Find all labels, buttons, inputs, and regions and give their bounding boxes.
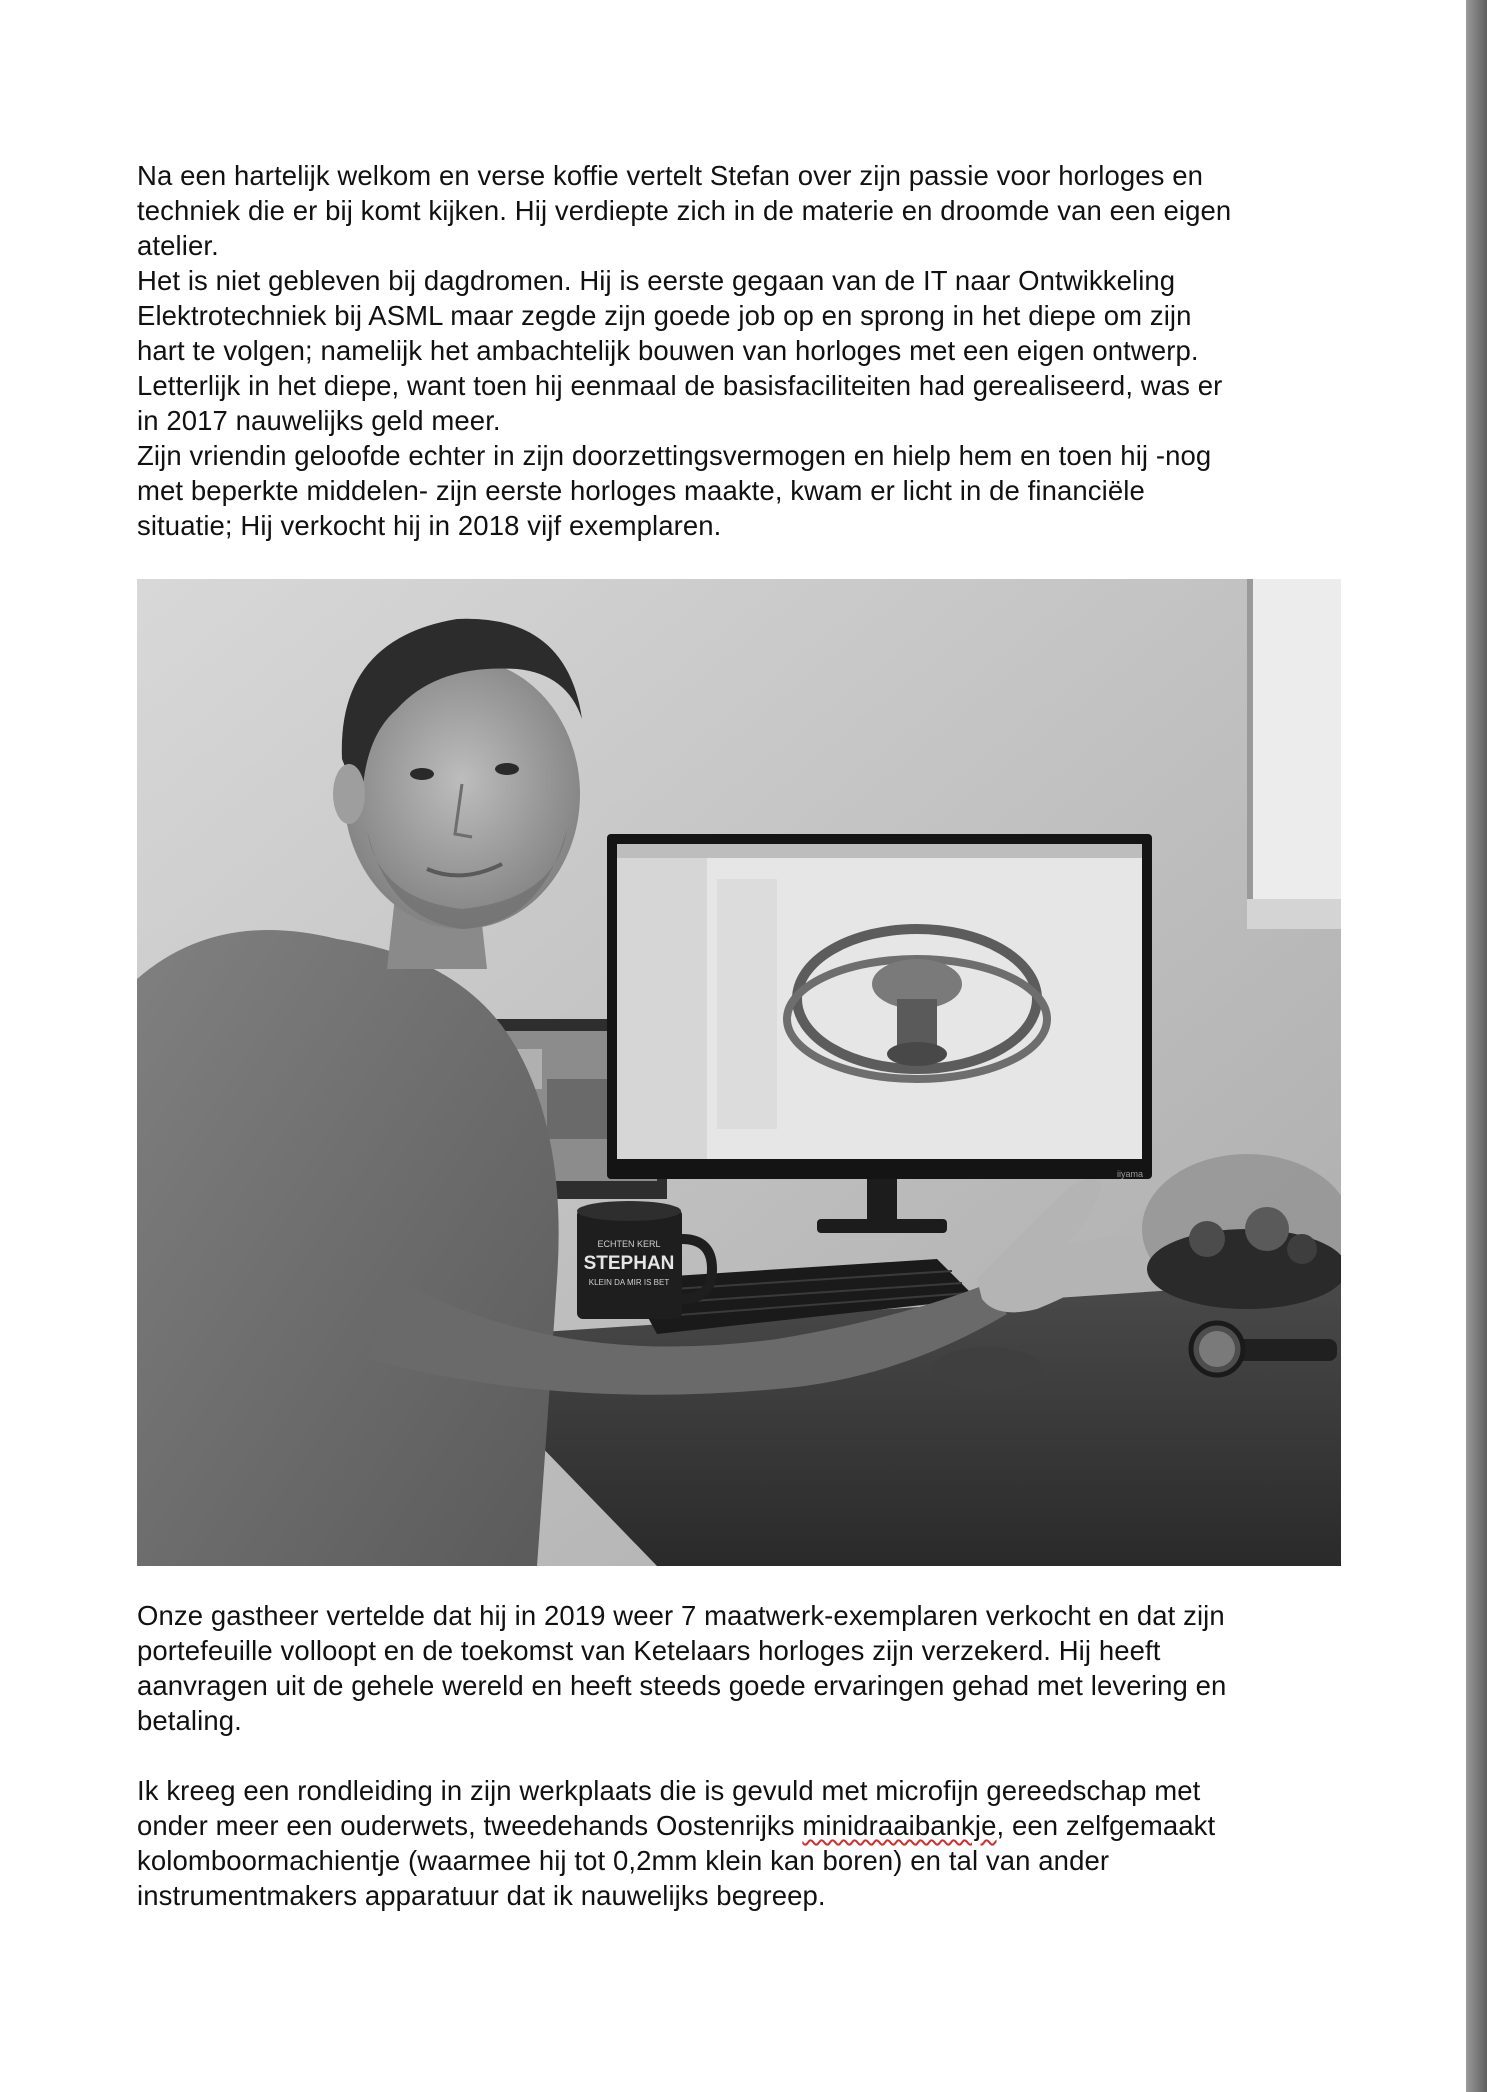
text-line: instrumentmakers apparatuur dat ik nauwelijks begreep.: [137, 1880, 826, 1911]
text-line: techniek die er bij komt kijken. Hij verdiepte zich in de materie en droomde van een eigen: [137, 195, 1232, 226]
mug-text-main: STEPHAN: [583, 1253, 675, 1274]
intro-paragraph: [137, 158, 1347, 543]
text-line: Elektrotechniek bij ASML maar zegde zijn goede job op en sprong in het diepe om zijn: [137, 300, 1192, 331]
text-line: in 2017 nauwelijks geld meer.: [137, 405, 501, 436]
text-line: kolomboormachientje (waarmee hij tot 0,2mm klein kan boren) en tal van ander: [137, 1845, 1110, 1876]
mug-text-bottom: KLEIN DA MIR IS BET: [588, 1278, 670, 1287]
text-line: Ik kreeg een rondleiding in zijn werkplaats die is gevuld met microfijn gereedschap met: [137, 1775, 1201, 1806]
monitor: [607, 834, 1152, 1233]
photo-illustration: [137, 579, 1341, 1566]
window-edge: [1466, 0, 1487, 2092]
text-line: hart te volgen; namelijk het ambachtelijk bouwen van horloges met een eigen ontwerp.: [137, 335, 1199, 366]
text-line: Letterlijk in het diepe, want toen hij eenmaal de basisfaciliteiten had gerealiseerd, was er: [137, 370, 1223, 401]
workshop-photo: [137, 579, 1341, 1566]
text-line: [137, 1808, 1347, 1843]
second-paragraph: [137, 1598, 1347, 1738]
text-line: Het is niet gebleven bij dagdromen. Hij is eerste gegaan van de IT naar Ontwikkeling: [137, 265, 1176, 296]
monitor-brand: iiyama: [1117, 1169, 1144, 1179]
text-segment: , een zelfgemaakt: [996, 1810, 1216, 1841]
spellcheck-flagged-word[interactable]: minidraaibankje: [802, 1810, 997, 1841]
text-line: portefeuille volloopt en de toekomst van Ketelaars horloges zijn verzekerd. Hij heeft: [137, 1635, 1161, 1666]
text-line: Na een hartelijk welkom en verse koffie vertelt Stefan over zijn passie voor horloges en: [137, 160, 1204, 191]
text-line: betaling.: [137, 1705, 242, 1736]
text-line: Zijn vriendin geloofde echter in zijn doorzettingsvermogen en hielp hem en toen hij -nog: [137, 440, 1212, 471]
text-line: Onze gastheer vertelde dat hij in 2019 weer 7 maatwerk-exemplaren verkocht en dat zijn: [137, 1600, 1225, 1631]
text-line: situatie; Hij verkocht hij in 2018 vijf exemplaren.: [137, 510, 722, 541]
mug-text-top: ECHTEN KERL: [597, 1239, 661, 1249]
text-line: atelier.: [137, 230, 219, 261]
text-line: met beperkte middelen- zijn eerste horloges maakte, kwam er licht in de financiële: [137, 475, 1145, 506]
text-segment: onder meer een ouderwets, tweedehands Oostenrijks: [137, 1810, 803, 1841]
third-paragraph: [137, 1773, 1347, 1913]
text-line: aanvragen uit de gehele wereld en heeft steeds goede ervaringen gehad met levering en: [137, 1670, 1227, 1701]
person-body: [137, 930, 559, 1566]
mouse: [932, 1347, 1042, 1391]
